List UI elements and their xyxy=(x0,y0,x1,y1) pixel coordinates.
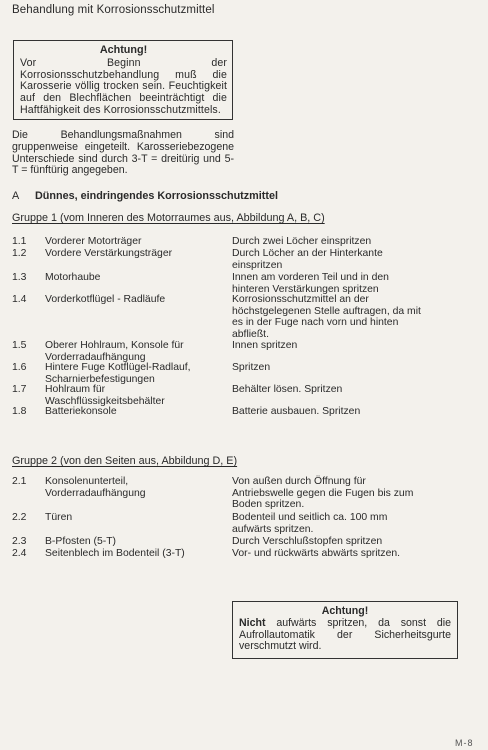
row-action: Durch Verschlußstopfen spritzen xyxy=(232,536,383,547)
row-action: Durch Löcher an der Hinterkante einspritzen xyxy=(232,248,383,271)
row-number: 1.5 xyxy=(12,340,27,351)
row-action: Innen am vorderen Teil und in den hinteren Verstärkungen spritzen xyxy=(232,272,389,295)
row-action: Vor- und rückwärts abwärts spritzen. xyxy=(232,548,401,559)
row-description: Türen xyxy=(45,512,73,523)
row-description: Motorhaube xyxy=(45,272,101,283)
row-number: 2.4 xyxy=(12,548,27,559)
row-description: Konsolenunterteil, Vorderradaufhängung xyxy=(45,476,146,499)
intro-paragraph: Die Behandlungsmaßnahmen sind gruppenweise eingeteilt. Karosseriebezogene Unterschiede sind durch 3-T = dreitürig und 5-T = fünftürig angegeben. xyxy=(12,129,234,177)
row-description: Seitenblech im Bodenteil (3-T) xyxy=(45,548,185,559)
row-description: Oberer Hohlraum, Konsole für Vorderradaufhängung xyxy=(45,340,184,363)
row-number: 1.2 xyxy=(12,248,27,259)
row-description: B-Pfosten (5-T) xyxy=(45,536,117,547)
row-number: 1.6 xyxy=(12,362,27,373)
row-action: Durch zwei Löcher einspritzen xyxy=(232,236,372,247)
row-action: Korrosionsschutzmittel an der höchstgelegenen Stelle auftragen, da mit es in der Fuge nach vorn und hinten abfließt. xyxy=(232,294,421,340)
warning-heading: Achtung! xyxy=(321,605,369,617)
warning-emphasis: Nicht xyxy=(239,616,266,629)
row-number: 1.3 xyxy=(12,272,27,283)
row-action: Bodenteil und seitlich ca. 100 mm aufwärts spritzen. xyxy=(232,512,388,535)
row-description: Vordere Verstärkungsträger xyxy=(45,248,173,259)
row-action: Behälter lösen. Spritzen xyxy=(232,384,343,395)
row-action: Von außen durch Öffnung für Antriebswelle gegen die Fugen bis zum Boden spritzen. xyxy=(232,476,414,511)
warning-box-top xyxy=(13,40,233,120)
row-description: Vorderkotflügel - Radläufe xyxy=(45,294,166,305)
page-number: M-8 xyxy=(455,738,474,748)
row-action: Spritzen xyxy=(232,362,271,373)
section-heading xyxy=(12,190,278,202)
warning-body: aufwärts spritzen, da sonst die Aufrollautomatik der Sicherheitsgurte verschmutzt wird. xyxy=(239,616,451,653)
warning-box-bottom xyxy=(232,601,458,659)
row-action: Innen spritzen xyxy=(232,340,298,351)
row-description: Hohlraum für Waschflüssigkeitsbehälter xyxy=(45,384,165,407)
warning-text: Vor Beginn der Korrosionsschutzbehandlung muß die Karosserie völlig trocken sein. Feuchtigkeit auf den Blechflächen beeinträchtigt die Haftfähigkeit des Korrosionsschutzmittels. xyxy=(20,56,227,116)
row-number: 1.1 xyxy=(12,236,27,247)
group1-heading: Gruppe 1 (vom Inneren des Motorraumes aus, Abbildung A, B, C) xyxy=(12,212,325,224)
section-letter: A xyxy=(12,190,20,202)
row-number: 1.4 xyxy=(12,294,27,305)
row-action: Batterie ausbauen. Spritzen xyxy=(232,406,361,417)
row-number: 1.7 xyxy=(12,384,27,395)
row-description: Batteriekonsole xyxy=(45,406,117,417)
warning-text xyxy=(239,618,451,653)
group2-heading: Gruppe 2 (von den Seiten aus, Abbildung D, E) xyxy=(12,455,238,467)
page-title: Behandlung mit Korrosionsschutzmittel xyxy=(12,4,215,16)
row-number: 1.8 xyxy=(12,406,27,417)
section-title: Dünnes, eindringendes Korrosionsschutzmittel xyxy=(35,190,278,202)
row-description: Vorderer Motorträger xyxy=(45,236,142,247)
row-description: Hintere Fuge Kotflügel-Radlauf, Scharnierbefestigungen xyxy=(45,362,191,385)
warning-heading: Achtung! xyxy=(99,44,148,56)
row-number: 2.3 xyxy=(12,536,27,547)
row-number: 2.2 xyxy=(12,512,27,523)
row-number: 2.1 xyxy=(12,476,27,487)
